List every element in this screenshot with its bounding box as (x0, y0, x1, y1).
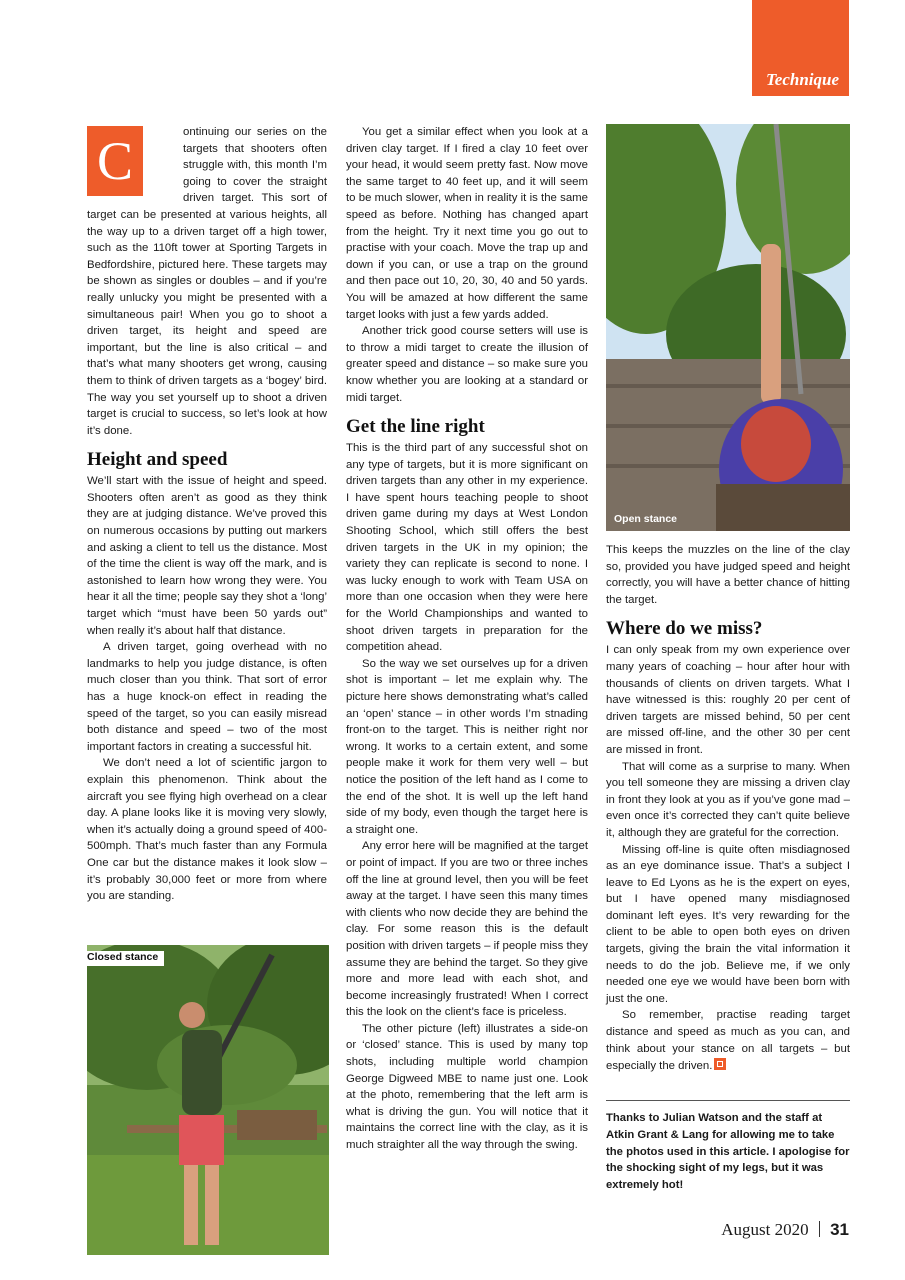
paragraph: Missing off-line is quite often misdiagnosed as an eye dominance issue. That’s a subject I leave to Ed Lyons as he is the expert on eyes, but I have opened many misdiagnosed dominant left eyes. It’s very rewarding for the client to be able to open both eyes on driven targets, giving the brain the vital information it needs to do the job. Believe me, if we only needed one eye we would have been born with just the one. (606, 843, 850, 1005)
page-number: 31 (830, 1220, 849, 1239)
paragraph: A driven target, going overhead with no landmarks to help you judge distance, is often much closer than you think. That sort of error has a huge knock-on effect in reading the speed of the target, so you can easily misread both distance and speed – two of the most important factors in creating a successful hit. (87, 641, 327, 753)
paragraph: This keeps the muzzles on the line of the clay so, provided you have judged speed and height correctly, you will have a better chance of hitting the target. (606, 544, 850, 606)
section-tab (752, 0, 849, 96)
paragraph: We don’t need a lot of scientific jargon to explain this phenomenon. Think about the aircraft you see flying high overhead on a clear day. A plane looks like it is moving very slowly, when it’s actually doing a ground speed of 400-500mph. That’s much faster than any Formula One car but the distance makes it look slow – it’s probably 30,000 feet or more from where you are standing. (87, 757, 327, 903)
paragraph: That will come as a surprise to many. When you tell someone they are missing a driven clay in front they look at you as if you’ve gone mad – even once it’s corrected they can’t quite believe it, although they are grateful for the correction. (606, 760, 850, 839)
paragraph: We’ll start with the issue of height and speed. Shooters often aren’t as good as they think they are at judging distance. We’ve proved this on numerous occasions by putting out markers and asking a client to tell us the distance. Most of the time the client is way off the mark, and is astonished to learn how wrong they were. You hear it all the time; people say they shot a ‘long’ target which “must have been 50 yards out” when really it’s about half that distance. (87, 475, 327, 637)
divider (606, 1100, 850, 1101)
section-label: Technique (765, 70, 839, 89)
heading-height-and-speed: Height and speed (87, 449, 228, 471)
paragraph: Any error here will be magnified at the target or point of impact. If you are two or three inches off the line at ground level, then you will be feet away at the target. I have seen this many times with clients who now decide they are behind the clay. For some reason this is the default position with driven targets – if people miss they assume they are behind the target. So they give more and more lead with each shot, and become increasingly frustrated! When I correct this the look on the client’s face is priceless. (346, 840, 588, 1019)
paragraph: This is the third part of any successful shot on any type of targets, but it is more significant on driven targets than any other in my experience. I have spent hours teaching people to shoot driven game during my days at West London Shooting School, which still offers the best driven targets in the UK in my opinion; the variety they can replicate is second to none. I was lucky enough to work with Team USA on more than one occasion when they were here for the World Championships and wanted to shoot driven targets in preparation for the competition ahead. (346, 442, 588, 654)
page-footer (721, 1220, 849, 1240)
paragraph: I can only speak from my own experience over many years of coaching – hour after hour with thousands of clients on driven targets. What I have witnessed is this: roughly 20 per cent of driven targets are missed behind, 50 per cent are missed off-line, and the other 30 per cent are missed in front. (606, 644, 850, 756)
drop-cap: C (87, 126, 143, 196)
open-stance-photo (606, 124, 850, 531)
closed-stance-photo (87, 945, 329, 1255)
heading-where-do-we-miss: Where do we miss? (606, 618, 763, 640)
column-1 (87, 124, 327, 905)
issue-date: August 2020 (721, 1220, 809, 1239)
open-stance-image (606, 124, 850, 531)
closed-stance-image (87, 945, 329, 1255)
open-stance-caption: Open stance (614, 513, 678, 525)
column-3 (606, 542, 850, 1075)
end-mark-icon (714, 1058, 726, 1070)
acknowledgement: Thanks to Julian Watson and the staff at Atkin Grant & Lang for allowing me to take the photos used in this article. I apologise for the shocking sight of my legs, but it was extremely hot! (606, 1112, 850, 1192)
closing-paragraph (606, 1007, 850, 1074)
column-2 (346, 124, 588, 1154)
closed-stance-caption: Closed stance (87, 951, 164, 966)
paragraph: You get a similar effect when you look at a driven clay target. If I fired a clay 10 feet over your head, it would seem pretty fast. Now move the same target to 40 feet up, and it will seem to be much slower, when in reality it is the same speed as before. Nothing has changed apart from the height. Try it next time you go out to practise with your coach. Move the trap up and down if you can, or use a trap on the ground and then pace out 10, 20, 30, 40 and 50 yards. You will be amazed at how different the same target looks with just a few yards added. (346, 126, 588, 321)
paragraph: Another trick good course setters will use is to throw a midi target to create the illusion of greater speed and distance – so make sure you know whether you are looking at a standard or midi target. (346, 325, 588, 404)
paragraph: The other picture (left) illustrates a side-on or ‘closed’ stance. This is used by many top shots, including multiple world champion George Digweed MBE to name just one. Look at the photo, remembering that the left arm is what is driving the gun. You will notice that it maintains the correct line with the clay, as it is much straighter all the way through the swing. (346, 1022, 588, 1152)
closing-text: So remember, practise reading target distance and speed as much as you can, and think about your stance on all targets – but especially the driven. (606, 1009, 850, 1073)
paragraph: So the way we set ourselves up for a driven shot is important – let me explain why. The picture here shows demonstrating what’s called an ‘open’ stance – in other words I’m stnading front-on to the target. This is neither right nor wrong. It works to a certain extent, and some people make it work for them very well – but notice the position of the left hand as I come to the end of the shot. It is well up the left hand side of my body, even though the target here is a straight one. (346, 657, 588, 836)
intro-paragraph: ontinuing our series on the targets that shooters often struggle with, this month I’m going to cover the straight driven target. This sort of target can be presented at various heights, all the way up to a driven target off a high tower, such as the 110ft tower at Sporting Targets in Bedfordshire, pictured here. These targets may be shown as singles or doubles – and if you’re really unlucky you might be presented with a simultaneous pair! When you go to shoot a driven target, its height and speed are important, but the line is also critical – and that’s what many shooters get wrong, causing them to think of driven targets as a ‘bogey’ bird. The way you set yourself up to shoot a driven target is crucial to success, so let’s look at how it’s done. (87, 126, 327, 437)
heading-get-the-line-right: Get the line right (346, 416, 485, 438)
footer-divider (819, 1221, 821, 1237)
